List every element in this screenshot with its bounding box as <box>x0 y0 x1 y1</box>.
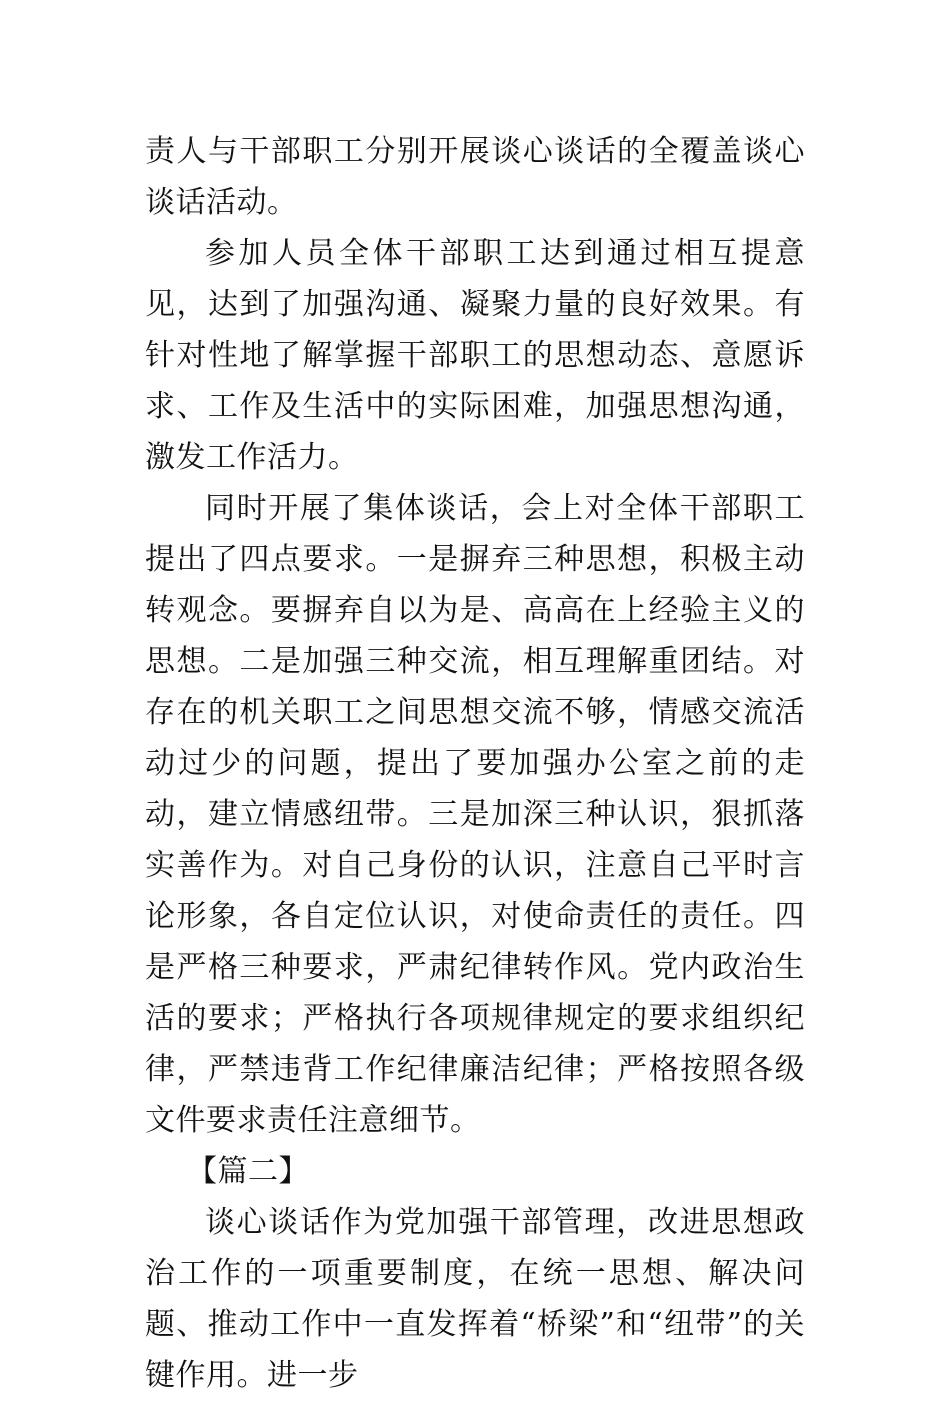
paragraph-collective-talk: 同时开展了集体谈话，会上对全体干部职工提出了四点要求。一是摒弃三种思想，积极主动转观念。要摒弃自以为是、高高在上经验主义的思想。二是加强三种交流，相互理解重团结。对存在的机关职工之间思想交流不够，情感交流活动过少的问题，提出了要加强办公室之前的走动，建立情感纽带。三是加深三种认识，狠抓落实善作为。对自己身份的认识，注意自己平时言论形象，各自定位认识，对使命责任的责任。四是严格三种要求，严肃纪律转作风。党内政治生活的要求；严格执行各项规律规定的要求组织纪律，严禁违背工作纪律廉洁纪律；严格按照各级文件要求责任注意细节。 <box>145 491 805 1138</box>
document-body <box>145 126 805 1401</box>
paragraph-participants: 参加人员全体干部职工达到通过相互提意见，达到了加强沟通、凝聚力量的良好效果。有针对性地了解掌握干部职工的思想动态、意愿诉求、工作及生活中的实际困难，加强思想沟通，激发工作活力。 <box>145 236 805 475</box>
section-heading: 【篇二】 <box>187 1154 309 1189</box>
paragraph-section-two: 谈心谈话作为党加强干部管理，改进思想政治工作的一项重要制度，在统一思想、解决问题、推动工作中一直发挥着“桥梁”和“纽带”的关键作用。进一步 <box>145 1205 805 1393</box>
paragraph-continuation: 责人与干部职工分别开展谈心谈话的全覆盖谈心谈话活动。 <box>145 134 805 220</box>
